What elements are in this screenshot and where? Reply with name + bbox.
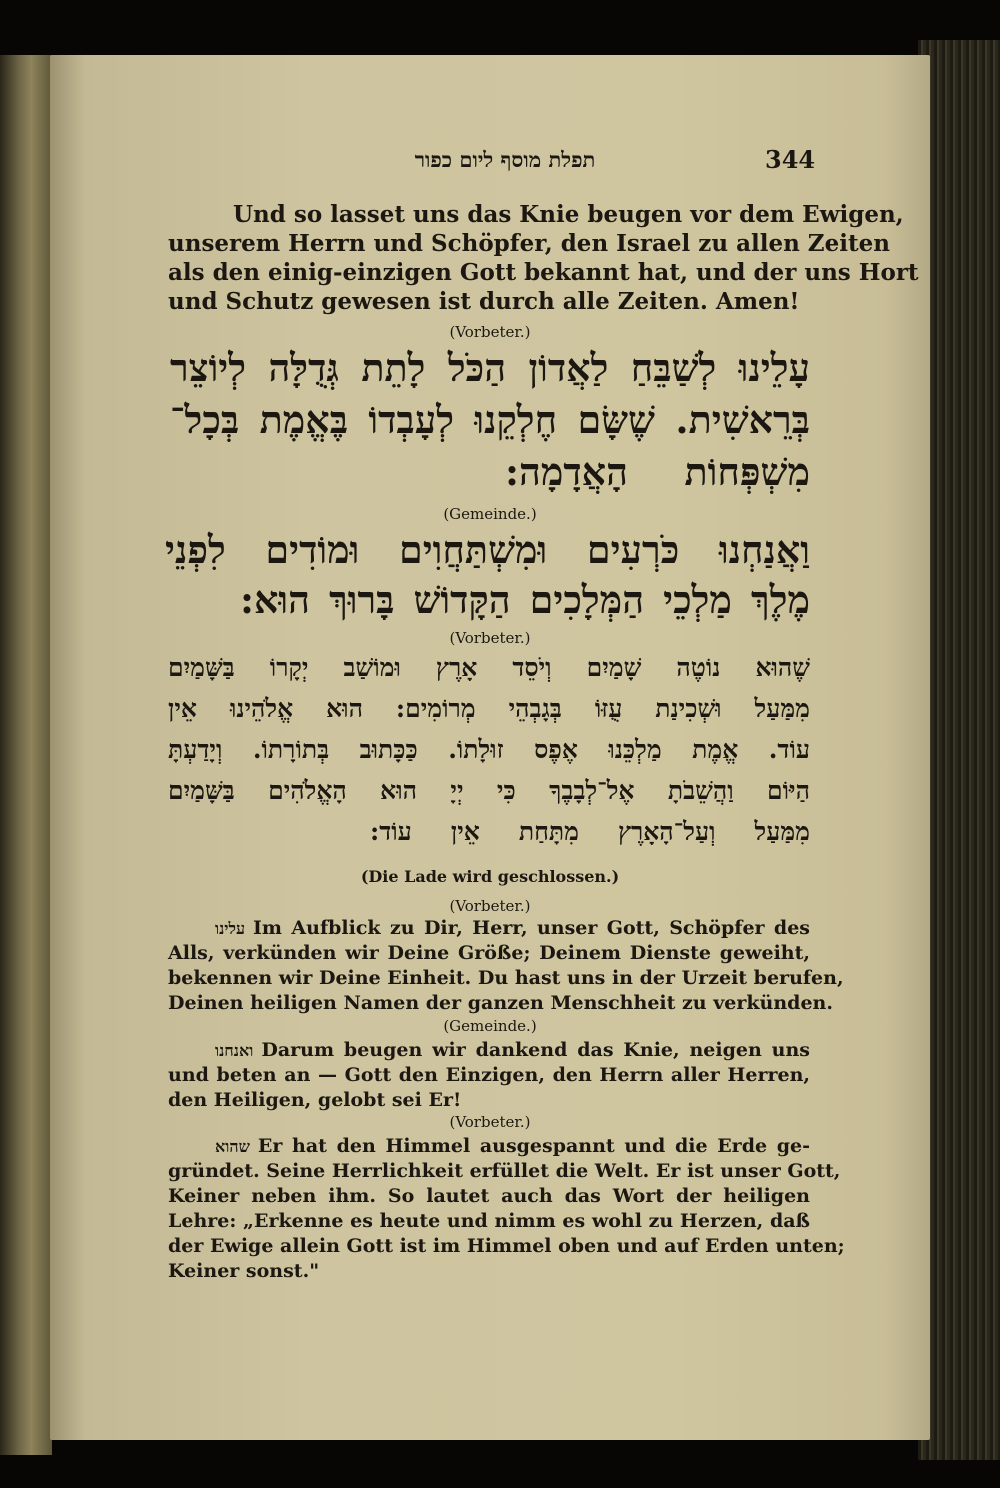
- translation-aleinu-line-2: Alls, verkünden wir Deine Größe; Deinem Dienste geweiht,: [168, 942, 810, 964]
- translation-shehu-line-6: Keiner sonst.": [168, 1260, 320, 1282]
- translation-aleinu-line-3: bekennen wir Deine Einheit. Du hast uns in der Urzeit berufen,: [168, 967, 844, 989]
- translation-text: Er hat den Himmel ausgespannt und die Erde ge-: [257, 1135, 810, 1157]
- role-label-gemeinde: (Gemeinde.): [443, 505, 537, 523]
- role-label-gemeinde: (Gemeinde.): [443, 1017, 537, 1035]
- hebrew-vaanachnu-line-2: מֶלֶךְ מַלְכֵי הַמְּלָכִים הַקָּדוֹשׁ בָּרוּךְ הוּא:: [240, 577, 810, 622]
- translation-vaanachnu-line-3: den Heiligen, gelobt sei Er!: [168, 1089, 462, 1111]
- rubric-ark-closed: (Die Lade wird geschlossen.): [360, 867, 620, 886]
- book-page: [50, 55, 930, 1440]
- translation-text: Im Aufblick zu Dir, Herr, unser Gott, Schöpfer des: [253, 917, 810, 939]
- page-number: 344: [765, 145, 816, 174]
- intro-line-3: als den einig-einzigen Gott bekannt hat, und der uns Hort: [168, 259, 919, 286]
- hebrew-vaanachnu-line-1: וַאֲנַחְנוּ כֹּרְעִים וּמִשְׁתַּחֲוִים וּמוֹדִים לִפְנֵי: [165, 527, 810, 572]
- hebrew-keyword-aleinu: עלינו: [215, 919, 246, 938]
- translation-shehu-line-4: Lehre: „Erkenne es heute und nimm es wohl zu Herzen, daß: [168, 1210, 810, 1232]
- translation-shehu-line-2: gründet. Seine Herrlichkeit erfüllet die Welt. Er ist unser Gott,: [168, 1160, 841, 1182]
- translation-vaanachnu-line-2: und beten an — Gott den Einzigen, den Herrn aller Herren,: [168, 1064, 810, 1086]
- translation-shehu-line-3: Keiner neben ihm. So lautet auch das Wort der heiligen: [168, 1185, 810, 1207]
- translation-shehu-line-1: [215, 1135, 810, 1157]
- translation-vaanachnu-line-1: [215, 1039, 810, 1061]
- hebrew-shehu-line-4: הַיּוֹם וַהֲשֵׁבֹתָ אֶל־לְבָבֶךָ כִּי יְיָ הוּא הָאֱלֹהִים בַּשָּׁמַיִם: [168, 776, 810, 805]
- role-label-vorbeter: (Vorbeter.): [449, 629, 531, 647]
- book-page-edges: [918, 40, 1000, 1460]
- role-label-vorbeter: (Vorbeter.): [449, 897, 531, 915]
- hebrew-aleinu-line-2: בְּרֵאשִׁית. שֶׁשָּׂם חֶלְקֵנוּ לְעָבְדוֹ בֶּאֱמֶת בְּכָל־: [170, 397, 810, 442]
- hebrew-shehu-line-5: מִמַּעַל וְעַל־הָאָרֶץ מִתָּחַת אֵין עוֹד:: [370, 817, 810, 846]
- intro-line-2: unserem Herrn und Schöpfer, den Israel zu allen Zeiten: [168, 230, 890, 257]
- hebrew-aleinu-line-1: עָלֵינוּ לְשַׁבֵּחַ לַאֲדוֹן הַכֹּל לָתֵת גְּדֻלָּה לְיוֹצֵר: [170, 345, 810, 390]
- role-label-vorbeter: (Vorbeter.): [449, 323, 531, 341]
- hebrew-shehu-line-2: מִמַּעַל וּשְׁכִינַת עֻזּוֹ בְּגָבְהֵי מְרוֹמִים: הוּא אֱלֹהֵינוּ אֵין: [168, 694, 810, 723]
- hebrew-shehu-line-1: שֶׁהוּא נוֹטֶה שָׁמַיִם וְיֹסֵד אָרֶץ וּמוֹשַׁב יְקָרוֹ בַּשָּׁמַיִם: [168, 653, 810, 682]
- role-label-vorbeter: (Vorbeter.): [449, 1113, 531, 1131]
- translation-text: Darum beugen wir dankend das Knie, neigen uns: [261, 1039, 810, 1061]
- translation-aleinu-line-1: [215, 917, 810, 939]
- translation-shehu-line-5: der Ewige allein Gott ist im Himmel oben und auf Erden unten;: [168, 1235, 845, 1257]
- translation-aleinu-line-4: Deinen heiligen Namen der ganzen Menschheit zu verkünden.: [168, 992, 833, 1014]
- book-left-edge: [0, 55, 52, 1455]
- intro-line-4: und Schutz gewesen ist durch alle Zeiten. Amen!: [168, 288, 800, 315]
- hebrew-shehu-line-3: עוֹד. אֱמֶת מַלְכֵּנוּ אֶפֶס זוּלָתוֹ. כַּכָּתוּב בְּתוֹרָתוֹ. וְיָדַעְתָּ: [168, 735, 810, 764]
- hebrew-keyword-vaanachnu: ואנחנו: [215, 1041, 254, 1060]
- intro-line-1: Und so lasset uns das Knie beugen vor dem Ewigen,: [233, 201, 904, 228]
- hebrew-keyword-shehu: שהוא: [215, 1137, 250, 1156]
- hebrew-aleinu-line-3: מִשְׁפְּחוֹת הָאֲדָמָה:: [505, 449, 810, 494]
- running-header: תפלת מוסף ליום כפור: [414, 147, 596, 172]
